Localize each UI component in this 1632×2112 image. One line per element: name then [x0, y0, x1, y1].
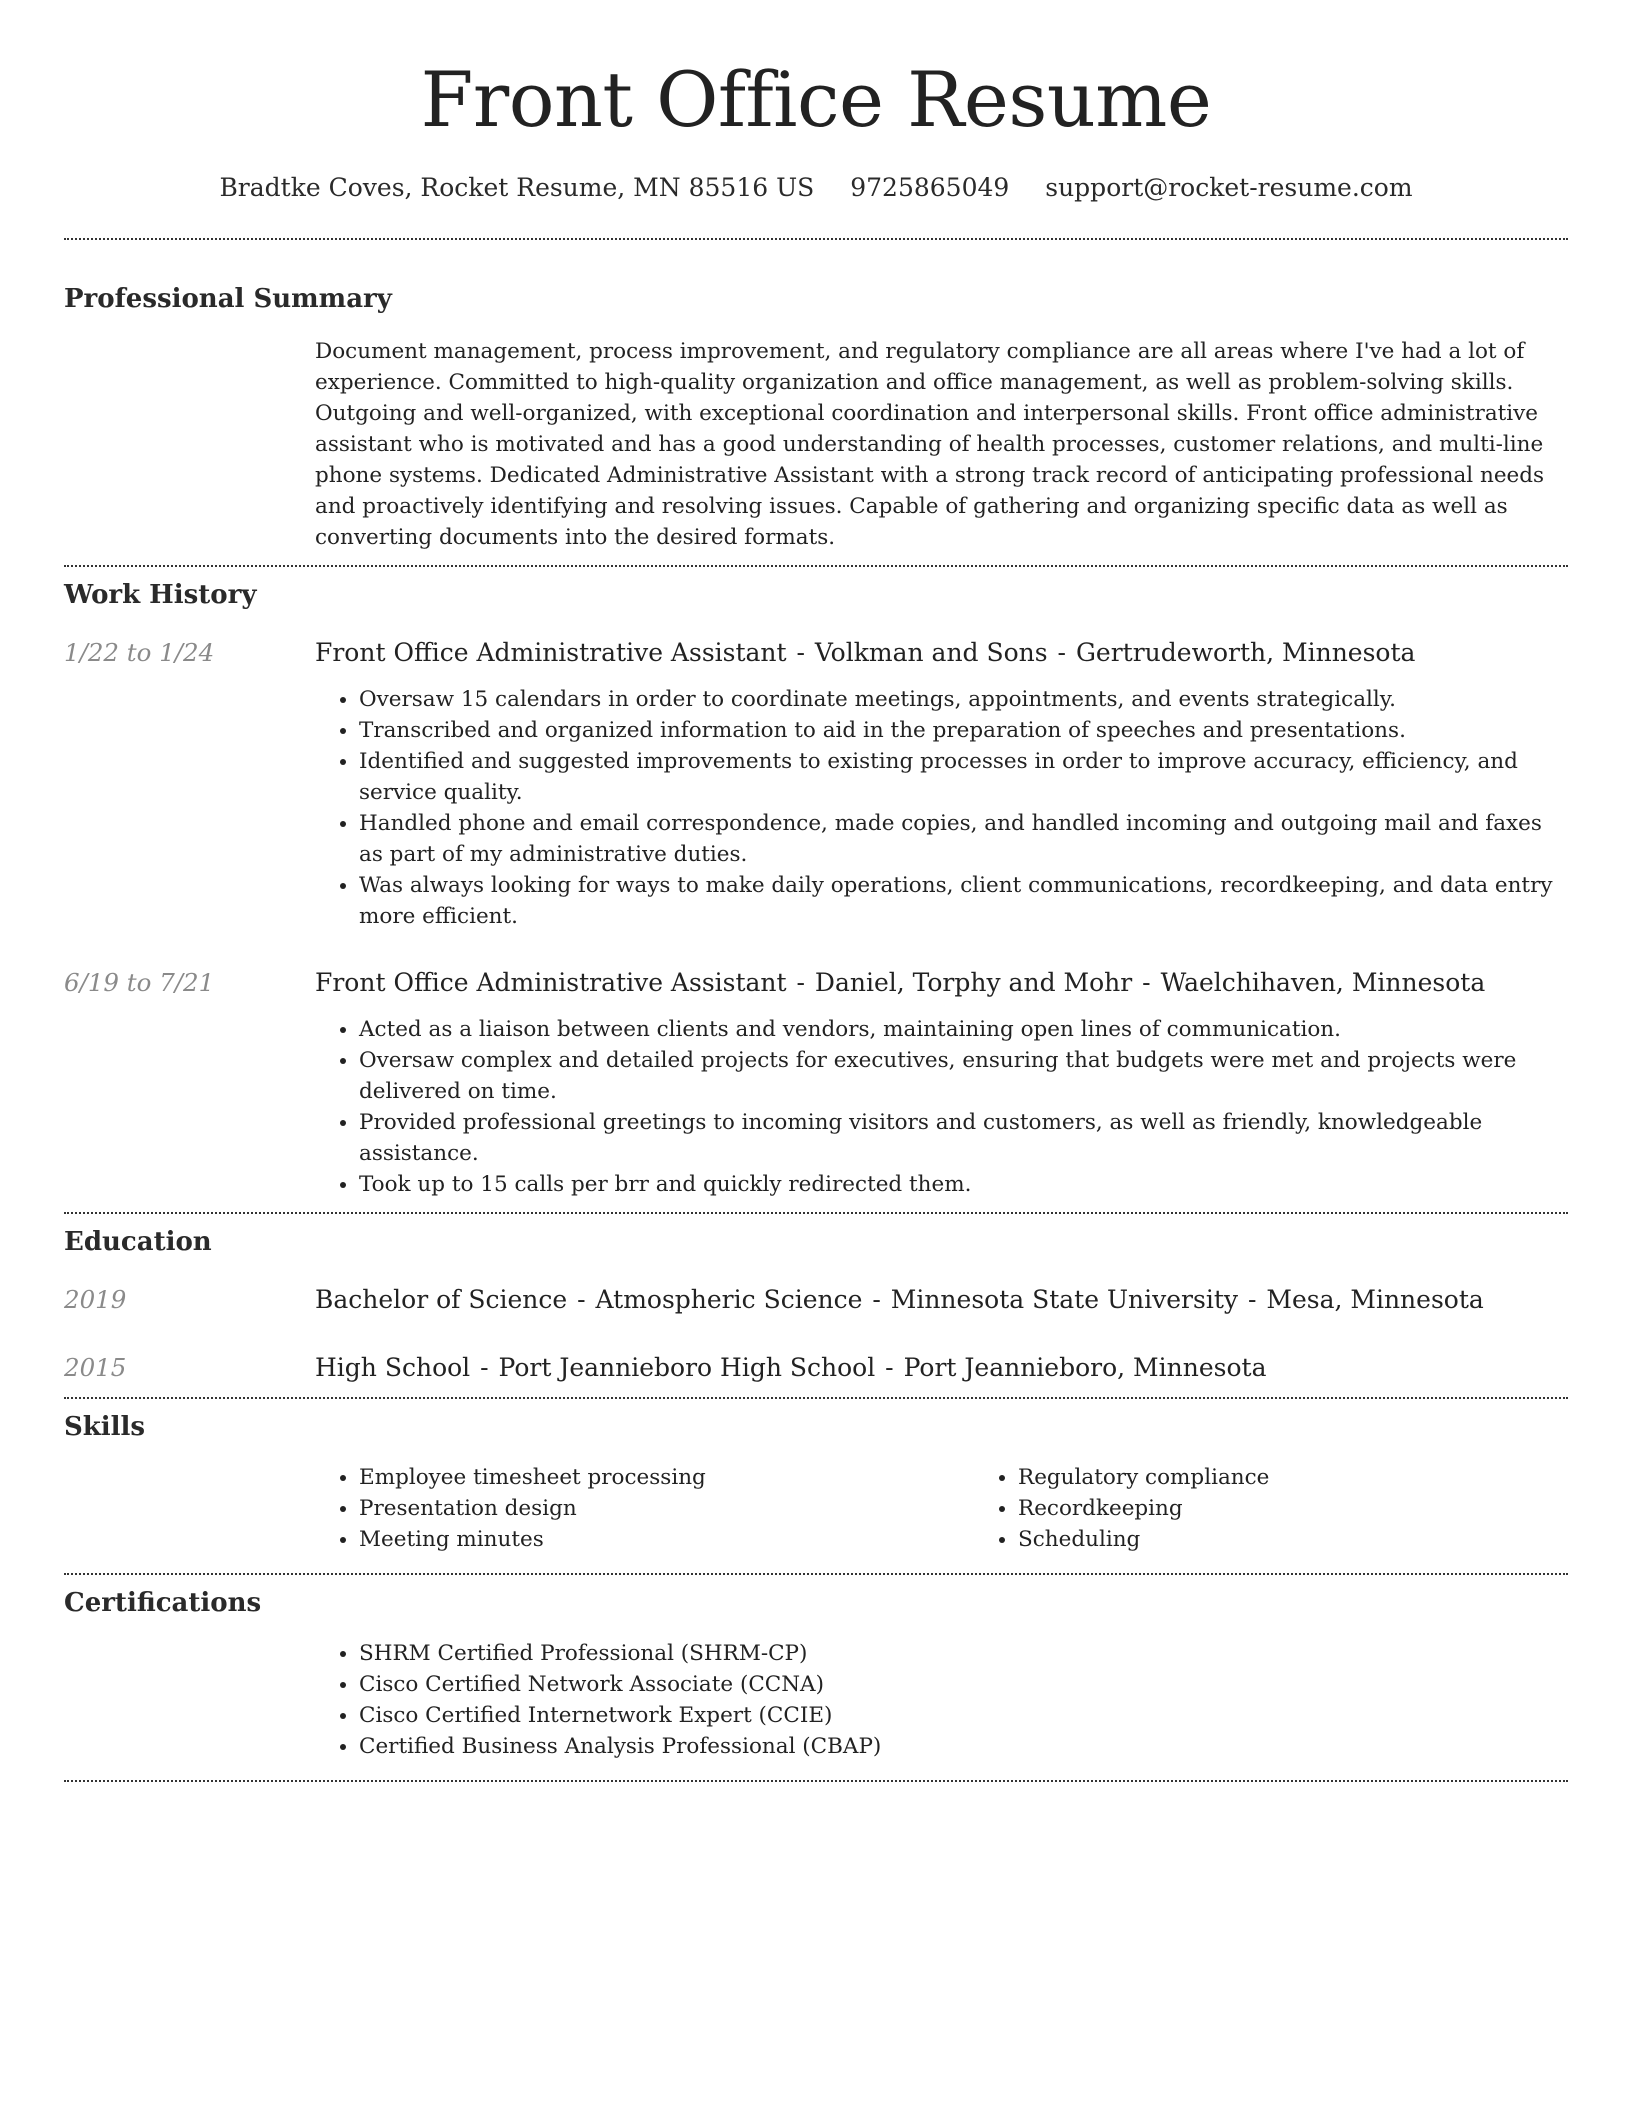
- education-degree: High School: [315, 1353, 471, 1382]
- job-company: Daniel, Torphy and Mohr: [814, 968, 1133, 997]
- contact-line: [64, 172, 1568, 204]
- certification-item: • Certified Business Analysis Professional (CBAP): [359, 1731, 1568, 1762]
- certifications-section: [64, 1586, 1568, 1762]
- skills-list-right: [974, 1462, 1632, 1555]
- education-heading: High School - Port Jeannieboro High School - Port Jeannieboro, Minnesota: [315, 1353, 1267, 1382]
- job-company: Volkman and Sons: [814, 638, 1048, 667]
- education-entry: [64, 1283, 1568, 1317]
- job-entry: [64, 966, 1568, 1200]
- divider: [64, 1573, 1568, 1575]
- skill-item: • Presentation design: [359, 1493, 974, 1524]
- section-title-education: Education: [64, 1227, 212, 1257]
- list-item: • Acted as a liaison between clients and vendors, maintaining open lines of communication.: [359, 1014, 1568, 1045]
- education-school: Minnesota State University: [890, 1285, 1238, 1314]
- resume-page: [64, 0, 1568, 1782]
- certification-item: • Cisco Certified Network Associate (CCNA): [359, 1669, 1568, 1700]
- job-heading: Front Office Administrative Assistant - Volkman and Sons - Gertrudeworth, Minnesota: [315, 638, 1416, 667]
- list-item: • Took up to 15 calls per brr and quickly redirected them.: [359, 1169, 1568, 1200]
- job-role: Front Office Administrative Assistant: [315, 968, 787, 997]
- resume-name: Front Office Resume: [420, 55, 1212, 144]
- skill-item: • Employee timesheet processing: [359, 1462, 974, 1493]
- certification-item: • Cisco Certified Internetwork Expert (CCIE): [359, 1700, 1568, 1731]
- education-heading: Bachelor of Science - Atmospheric Science - Minnesota State University - Mesa, Minnesota: [315, 1285, 1484, 1314]
- divider: [64, 1212, 1568, 1214]
- education-year: 2015: [64, 1353, 127, 1382]
- job-location: Gertrudeworth, Minnesota: [1075, 638, 1416, 667]
- education-section: [64, 1225, 1568, 1385]
- contact-address: Bradtke Coves, Rocket Resume, MN 85516 US: [219, 173, 815, 202]
- education-location: Port Jeannieboro, Minnesota: [903, 1353, 1267, 1382]
- skills-section: [64, 1410, 1568, 1555]
- divider: [64, 565, 1568, 567]
- skill-item: • Regulatory compliance: [1018, 1462, 1632, 1493]
- list-item: • Identified and suggested improvements to existing processes in order to improve accuracy, efficiency, and service quality.: [359, 746, 1568, 808]
- certifications-list: [315, 1638, 1568, 1762]
- list-item: • Handled phone and email correspondence, made copies, and handled incoming and outgoing mail and faxes as part of my administrative duties.: [359, 808, 1568, 870]
- education-year: 2019: [64, 1285, 127, 1314]
- education-location: Mesa, Minnesota: [1266, 1285, 1484, 1314]
- job-bullets: [315, 684, 1568, 932]
- education-field: Atmospheric Science: [595, 1285, 863, 1314]
- divider: [64, 1780, 1568, 1782]
- job-dates: 6/19 to 7/21: [64, 968, 215, 997]
- job-role: Front Office Administrative Assistant: [315, 638, 787, 667]
- divider: [64, 238, 1568, 240]
- education-entry: [64, 1351, 1568, 1385]
- list-item: • Provided professional greetings to incoming visitors and customers, as well as friendly, knowledgeable assistance.: [359, 1107, 1568, 1169]
- list-item: • Oversaw complex and detailed projects for executives, ensuring that budgets were met and projects were delivered on time.: [359, 1045, 1568, 1107]
- section-title-work-history: Work History: [64, 580, 257, 610]
- work-history-section: [64, 578, 1568, 1200]
- skill-item: • Meeting minutes: [359, 1524, 974, 1555]
- job-entry: [64, 636, 1568, 932]
- section-title-certifications: Certifications: [64, 1588, 262, 1618]
- section-title-skills: Skills: [64, 1412, 146, 1442]
- job-location: Waelchihaven, Minnesota: [1160, 968, 1486, 997]
- skill-item: • Recordkeeping: [1018, 1493, 1632, 1524]
- skill-item: • Scheduling: [1018, 1524, 1632, 1555]
- contact-email: support@rocket-resume.com: [1045, 173, 1413, 202]
- education-degree: Bachelor of Science: [315, 1285, 568, 1314]
- list-item: • Oversaw 15 calendars in order to coordinate meetings, appointments, and events strategically.: [359, 684, 1568, 715]
- contact-phone: 9725865049: [850, 173, 1010, 202]
- skills-list-left: [315, 1462, 974, 1555]
- job-bullets: [315, 1014, 1568, 1200]
- section-title-summary: Professional Summary: [64, 284, 392, 314]
- education-school: Port Jeannieboro High School: [498, 1353, 876, 1382]
- job-heading: Front Office Administrative Assistant - Daniel, Torphy and Mohr - Waelchihaven, Minnesota: [315, 968, 1486, 997]
- job-dates: 1/22 to 1/24: [64, 638, 215, 667]
- divider: [64, 1397, 1568, 1399]
- list-item: • Transcribed and organized information to aid in the preparation of speeches and presentations.: [359, 715, 1568, 746]
- list-item: • Was always looking for ways to make daily operations, client communications, recordkeeping, and data entry more efficient.: [359, 870, 1568, 932]
- summary-text: Document management, process improvement, and regulatory compliance are all areas where I've had a lot of experience. Committed to high-quality organization and office management, as well as problem-solving skills. Outgoing and well-organized, with exceptional coordination and interpersonal skills. Front office administrative assistant who is motivated and has a good understanding of health processes, customer relations, and multi-line phone systems. Dedicated Administrative Assistant with a strong track record of anticipating professional needs and proactively identifying and resolving issues. Capable of gathering and organizing specific data as well as converting documents into the desired formats.: [315, 339, 1545, 550]
- summary-section: [64, 282, 1568, 553]
- certification-item: • SHRM Certified Professional (SHRM-CP): [359, 1638, 1568, 1669]
